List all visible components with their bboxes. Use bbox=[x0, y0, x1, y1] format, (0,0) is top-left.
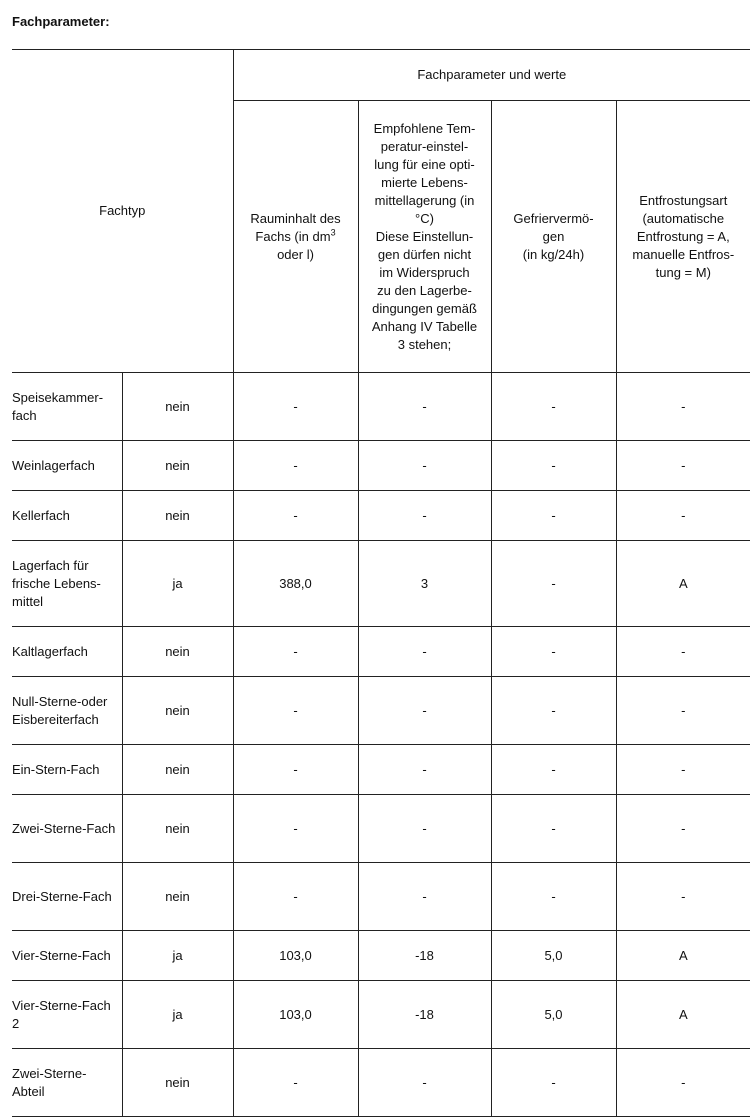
defrost-type-value: - bbox=[616, 677, 750, 745]
temperature-value: - bbox=[358, 677, 491, 745]
table-row bbox=[12, 491, 750, 541]
table-row bbox=[12, 981, 750, 1049]
freezing-capacity-value: 5,0 bbox=[491, 931, 616, 981]
table-row bbox=[12, 627, 750, 677]
volume-value: - bbox=[233, 441, 358, 491]
compartment-present: nein bbox=[122, 627, 233, 677]
freezing-capacity-value: - bbox=[491, 491, 616, 541]
compartment-name: Zwei-Sterne-Abteil bbox=[12, 1049, 122, 1117]
defrost-type-value: - bbox=[616, 627, 750, 677]
freezing-capacity-value: 5,0 bbox=[491, 981, 616, 1049]
compartment-name: Speisekammer-fach bbox=[12, 373, 122, 441]
compartment-name: Kellerfach bbox=[12, 491, 122, 541]
compartment-present: ja bbox=[122, 981, 233, 1049]
defrost-type-value: A bbox=[616, 981, 750, 1049]
compartment-present: ja bbox=[122, 931, 233, 981]
compartment-name: Zwei-Sterne-Fach bbox=[12, 795, 122, 863]
freezing-capacity-value: - bbox=[491, 441, 616, 491]
defrost-type-value: - bbox=[616, 1049, 750, 1117]
temperature-value: - bbox=[358, 795, 491, 863]
defrost-type-value: A bbox=[616, 931, 750, 981]
compartment-present: nein bbox=[122, 491, 233, 541]
freezing-capacity-value: - bbox=[491, 373, 616, 441]
temperature-value: - bbox=[358, 491, 491, 541]
freezing-capacity-value: - bbox=[491, 1049, 616, 1117]
page-title: Fachparameter: bbox=[12, 14, 110, 29]
defrost-type-value: - bbox=[616, 491, 750, 541]
table-row bbox=[12, 677, 750, 745]
defrost-type-value: A bbox=[616, 541, 750, 627]
compartment-type-header: Fachtyp bbox=[12, 50, 233, 373]
volume-value: - bbox=[233, 627, 358, 677]
defrost-type-value: - bbox=[616, 795, 750, 863]
volume-value: 388,0 bbox=[233, 541, 358, 627]
freezing-capacity-value: - bbox=[491, 863, 616, 931]
freezing-capacity-value: - bbox=[491, 795, 616, 863]
temperature-value: 3 bbox=[358, 541, 491, 627]
temperature-value: - bbox=[358, 441, 491, 491]
compartment-present: nein bbox=[122, 795, 233, 863]
compartment-present: nein bbox=[122, 373, 233, 441]
volume-value: 103,0 bbox=[233, 981, 358, 1049]
table-row bbox=[12, 441, 750, 491]
table-row bbox=[12, 541, 750, 627]
freezing-capacity-header: Gefriervermö- gen (in kg/24h) bbox=[491, 101, 616, 373]
defrost-type-header: Entfrostungsart (automatische Entfrostung = A, manuelle Entfros- tung = M) bbox=[616, 101, 750, 373]
compartment-present: ja bbox=[122, 541, 233, 627]
volume-header: Rauminhalt des Fachs (in $dm^3$ oder l) bbox=[233, 101, 358, 373]
header-group-row bbox=[12, 50, 750, 101]
volume-value: - bbox=[233, 1049, 358, 1117]
temperature-value: - bbox=[358, 745, 491, 795]
defrost-type-value: - bbox=[616, 441, 750, 491]
compartment-name: Vier-Sterne-Fach bbox=[12, 931, 122, 981]
compartment-name: Null-Sterne-oder Eisbereiterfach bbox=[12, 677, 122, 745]
freezing-capacity-value: - bbox=[491, 677, 616, 745]
volume-value: - bbox=[233, 373, 358, 441]
defrost-type-value: - bbox=[616, 863, 750, 931]
compartment-present: nein bbox=[122, 863, 233, 931]
compartment-name: Vier-Sterne-Fach 2 bbox=[12, 981, 122, 1049]
compartment-name: Drei-Sterne-Fach bbox=[12, 863, 122, 931]
parameter-group-header: Fachparameter und werte bbox=[233, 50, 750, 101]
temperature-header: Empfohlene Tem- peratur-einstel- lung für eine opti- mierte Lebens- mittellagerung (in °C) Diese Einstellun- gen dürfen nicht im Widerspruch zu den Lagerbe- dingungen gemäß Anhang IV Tabelle 3 stehen; bbox=[358, 101, 491, 373]
temperature-value: -18 bbox=[358, 931, 491, 981]
temperature-value: - bbox=[358, 863, 491, 931]
table-row bbox=[12, 931, 750, 981]
volume-value: - bbox=[233, 863, 358, 931]
compartment-present: nein bbox=[122, 441, 233, 491]
volume-value: - bbox=[233, 745, 358, 795]
compartment-name: Weinlagerfach bbox=[12, 441, 122, 491]
table-row bbox=[12, 373, 750, 441]
table-row bbox=[12, 1049, 750, 1117]
volume-value: - bbox=[233, 677, 358, 745]
freezing-capacity-value: - bbox=[491, 627, 616, 677]
compartment-present: nein bbox=[122, 1049, 233, 1117]
compartment-parameter-table bbox=[12, 49, 750, 1117]
freezing-capacity-value: - bbox=[491, 745, 616, 795]
table-row bbox=[12, 745, 750, 795]
compartment-name: Lagerfach für frische Lebens-mittel bbox=[12, 541, 122, 627]
volume-value: 103,0 bbox=[233, 931, 358, 981]
table-row bbox=[12, 795, 750, 863]
temperature-value: - bbox=[358, 627, 491, 677]
temperature-value: -18 bbox=[358, 981, 491, 1049]
temperature-value: - bbox=[358, 1049, 491, 1117]
table-row bbox=[12, 863, 750, 931]
compartment-present: nein bbox=[122, 677, 233, 745]
volume-value: - bbox=[233, 491, 358, 541]
freezing-capacity-value: - bbox=[491, 541, 616, 627]
compartment-name: Kaltlagerfach bbox=[12, 627, 122, 677]
volume-value: - bbox=[233, 795, 358, 863]
defrost-type-value: - bbox=[616, 745, 750, 795]
compartment-present: nein bbox=[122, 745, 233, 795]
defrost-type-value: - bbox=[616, 373, 750, 441]
compartment-name: Ein-Stern-Fach bbox=[12, 745, 122, 795]
temperature-value: - bbox=[358, 373, 491, 441]
